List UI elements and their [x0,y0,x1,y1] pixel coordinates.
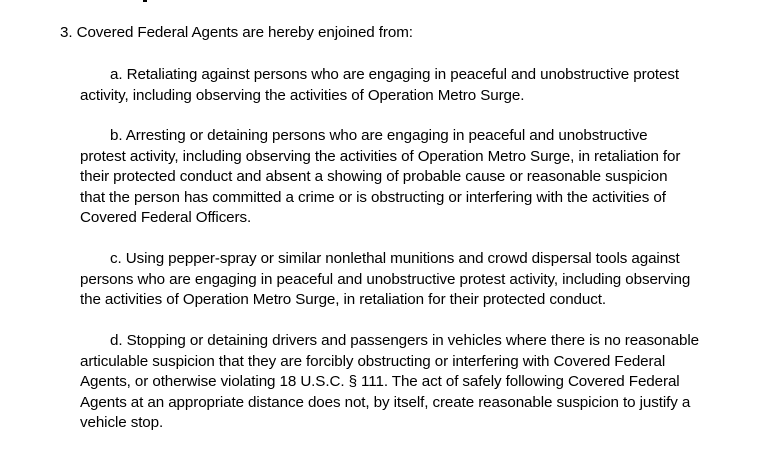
page-edge-mark [143,0,147,2]
paragraph-line: Agents at an appropriate distance does not, by itself, create reasonable suspicion to justify a [80,393,691,411]
paragraph-line: the activities of Operation Metro Surge, in retaliation for their protected conduct. [80,291,606,308]
paragraph-line: that the person has committed a crime or is obstructing or interfering with the activities of [80,188,666,206]
paragraph-line: d. Stopping or detaining drivers and passengers in vehicles where there is no reasonable [110,332,699,349]
paragraph-b [80,126,740,229]
paragraph-line: their protected conduct and absent a showing of probable cause or reasonable suspicion [80,168,668,185]
paragraph-line: Covered Federal Officers. [80,209,252,226]
paragraph-line: Agents, or otherwise violating 18 U.S.C. § 111. The act of safely following Covered Federal [80,373,680,390]
paragraph-line: c. Using pepper-spray or similar nonlethal munitions and crowd dispersal tools against [110,250,680,267]
paragraph-d [80,331,740,434]
paragraph-line: vehicle stop. [80,414,164,431]
paragraph-line: persons who are engaging in peaceful and unobstructive protest activity, including observing [80,270,691,288]
paragraph-line: protest activity, including observing the activities of Operation Metro Surge, in retaliation for [80,147,681,165]
paragraph-line: activity, including observing the activities of Operation Metro Surge. [80,86,525,104]
paragraph-line: b. Arresting or detaining persons who are engaging in peaceful and unobstructive [110,127,648,144]
paragraph-line: a. Retaliating against persons who are engaging in peaceful and unobstructive protest [110,66,680,83]
section-heading: 3. Covered Federal Agents are hereby enjoined from: [60,24,413,41]
paragraph-line: articulable suspicion that they are forcibly obstructing or interfering with Covered Federal [80,352,666,370]
paragraph-c [80,249,740,311]
paragraph-a [80,65,740,106]
